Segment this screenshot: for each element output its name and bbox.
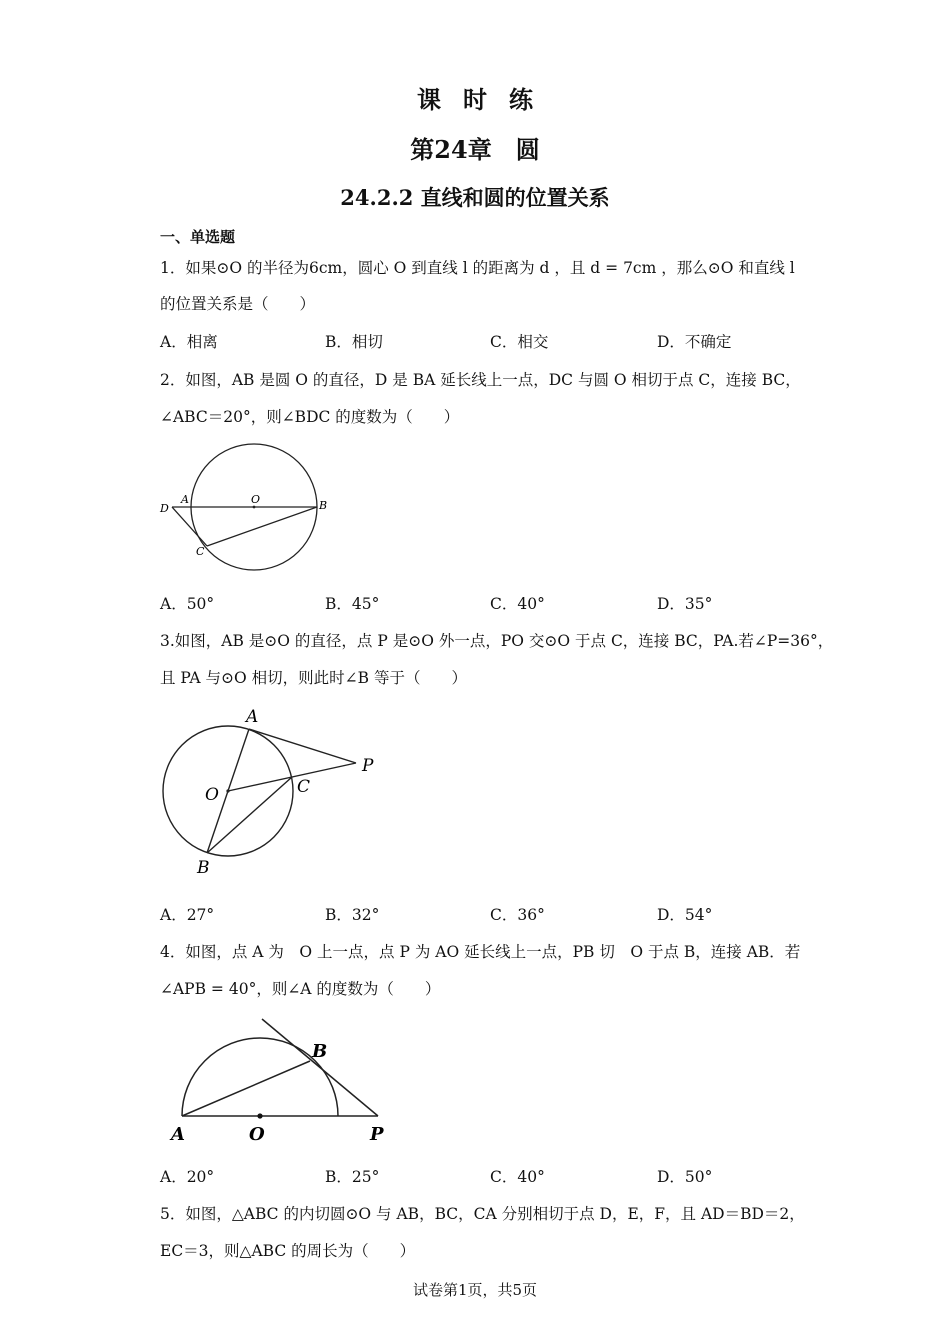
- q4-label-p: P: [370, 1124, 384, 1145]
- q2-label-a: A: [181, 493, 189, 506]
- q2-center-dot: [253, 506, 256, 509]
- q3-option-b[interactable]: B．32°: [325, 906, 380, 924]
- q3-tangent-pa: [249, 729, 356, 763]
- q2-option-a[interactable]: A．50°: [160, 595, 215, 613]
- page-footer: 试卷第1页，共5页: [412, 1281, 538, 1299]
- q4-label-b: B: [312, 1041, 328, 1062]
- q1-option-c[interactable]: C．相交: [490, 333, 549, 351]
- q2-label-d: D: [160, 502, 169, 515]
- q1-option-a[interactable]: A．相离: [160, 333, 218, 351]
- q3-option-c[interactable]: C．36°: [490, 906, 545, 924]
- q2-text-line1: 2．如图，AB 是圆 O 的直径，D 是 BA 延长线上一点，DC 与圆 O 相切于点 C，连接 BC，: [160, 371, 801, 389]
- q4-text-line2: ∠APB = 40°，则∠A 的度数为（ ）: [160, 980, 441, 998]
- q1-text-line1: 1．如果⊙O 的半径为6cm，圆心 O 到直线 l 的距离为 d ，且 d = 7cm ，那么⊙O 和直线 l: [160, 259, 795, 277]
- q3-label-a: A: [246, 707, 259, 727]
- q4-option-b[interactable]: B．25°: [325, 1168, 380, 1186]
- q4-option-c[interactable]: C．40°: [490, 1168, 545, 1186]
- q4-chord-ab: [182, 1061, 310, 1116]
- q1-option-b[interactable]: B．相切: [325, 333, 383, 351]
- q4-label-a: A: [171, 1124, 185, 1145]
- q3-options: [160, 903, 820, 925]
- q1-text-line2: 的位置关系是（ ）: [160, 295, 316, 313]
- q2-text-line2: ∠ABC＝20°，则∠BDC 的度数为（ ）: [160, 408, 460, 426]
- q4-text-line1: 4．如图，点 A 为 O 上一点，点 P 为 AO 延长线上一点，PB 切 O 于点 B，连接 AB．若: [160, 943, 801, 961]
- q2-label-b: B: [319, 499, 328, 512]
- q2-figure: [150, 436, 350, 582]
- q2-label-c: C: [196, 545, 205, 558]
- q2-option-b[interactable]: B．45°: [325, 595, 380, 613]
- q3-label-o: O: [205, 785, 219, 805]
- q4-label-o: O: [249, 1124, 265, 1145]
- q4-option-a[interactable]: A．20°: [160, 1168, 215, 1186]
- q3-center-dot: [226, 789, 229, 792]
- lesson-title: 24.2.2 直线和圆的位置关系: [340, 185, 610, 210]
- q4-options: [160, 1165, 820, 1187]
- chapter-title: 第24章 圆: [410, 135, 540, 164]
- q2-option-d[interactable]: D．35°: [657, 595, 713, 613]
- q1-options: [160, 330, 820, 352]
- q5-text-line2: EC＝3，则△ABC 的周长为（ ）: [160, 1242, 416, 1260]
- q2-option-c[interactable]: C．40°: [490, 595, 545, 613]
- q3-option-d[interactable]: D．54°: [657, 906, 713, 924]
- q3-label-p: P: [362, 756, 374, 776]
- q3-text-line2: 且 PA 与⊙O 相切，则此时∠B 等于（ ）: [160, 669, 467, 687]
- q3-label-b: B: [197, 858, 210, 878]
- q3-option-a[interactable]: A．27°: [160, 906, 215, 924]
- q2-label-o: O: [251, 493, 261, 506]
- q4-center-dot: [257, 1113, 262, 1118]
- q4-figure: [165, 1010, 405, 1148]
- q3-figure: [155, 700, 395, 884]
- q4-option-d[interactable]: D．50°: [657, 1168, 713, 1186]
- q2-options: [160, 592, 820, 614]
- q3-label-c: C: [297, 777, 311, 797]
- q1-option-d[interactable]: D．不确定: [657, 333, 732, 351]
- q5-text-line1: 5．如图，△ABC 的内切圆⊙O 与 AB，BC，CA 分别相切于点 D，E，F，且 AD＝BD＝2，: [160, 1205, 805, 1223]
- section-heading: 一、单选题: [160, 228, 236, 246]
- page-title: 课时练: [417, 85, 555, 114]
- q3-text-line1: 3.如图，AB 是⊙O 的直径，点 P 是⊙O 外一点，PO 交⊙O 于点 C，连接 BC，PA.若∠P=36°，: [160, 632, 834, 650]
- q4-tangent-pb: [262, 1019, 378, 1116]
- q2-chord-cb: [207, 507, 317, 546]
- q2-tangent-dc: [172, 507, 207, 546]
